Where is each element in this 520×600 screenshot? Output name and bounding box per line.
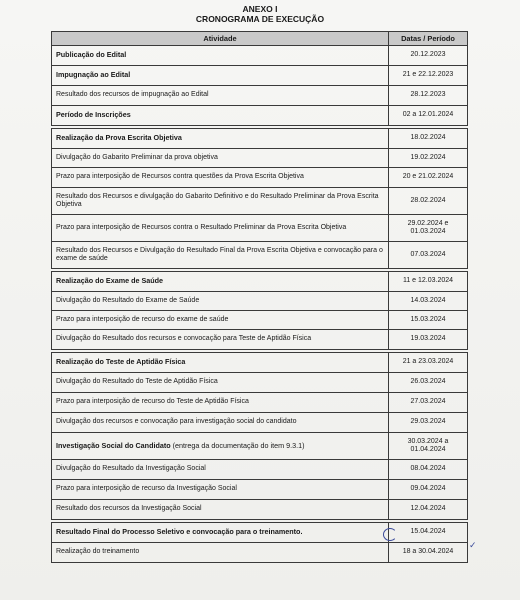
activity-cell xyxy=(52,66,389,86)
table-row xyxy=(52,188,468,215)
activity-cell xyxy=(52,188,389,215)
activity-cell xyxy=(52,272,389,292)
table-row xyxy=(52,330,468,350)
activity-text: Período de Inscrições xyxy=(56,110,131,120)
activity-text: Prazo para interposição de Recursos contra o Resultado Preliminar da Prova Escrita Objetiva xyxy=(56,223,347,231)
activity-cell xyxy=(52,129,389,149)
table-row xyxy=(52,168,468,188)
date-cell: 20 e 21.02.2024 xyxy=(389,168,468,188)
activity-text: Prazo para interposição de recurso da Investigação Social xyxy=(56,485,237,493)
date-cell: 18 a 30.04.2024 xyxy=(389,543,468,563)
table-row xyxy=(52,353,468,373)
title-block xyxy=(0,4,520,24)
activity-cell xyxy=(52,330,389,350)
activity-text: Prazo para interposição de Recursos contra questões da Prova Escrita Objetiva xyxy=(56,173,304,181)
activity-text: Resultado dos Recursos e Divulgação do Resultado Final da Prova Escrita Objetiva e convocação para o exame de saúde xyxy=(56,246,383,262)
table-row xyxy=(52,523,468,543)
date-cell: 29.02.2024 e 01.03.2024 xyxy=(389,215,468,242)
column-header-activity: Atividade xyxy=(52,32,389,46)
activity-cell xyxy=(52,433,389,460)
activity-cell xyxy=(52,292,389,311)
table-row xyxy=(52,46,468,66)
activity-cell xyxy=(52,106,389,126)
activity-cell xyxy=(52,523,389,543)
column-header-dates: Datas / Período xyxy=(389,32,468,46)
date-cell: 07.03.2024 xyxy=(389,242,468,269)
activity-cell xyxy=(52,413,389,433)
date-cell: 30.03.2024 a 01.04.2024 xyxy=(389,433,468,460)
date-cell: 29.03.2024 xyxy=(389,413,468,433)
activity-cell xyxy=(52,353,389,373)
table-row xyxy=(52,413,468,433)
date-cell: 28.12.2023 xyxy=(389,86,468,106)
table-row xyxy=(52,393,468,413)
activity-cell xyxy=(52,543,389,563)
table-row xyxy=(52,272,468,292)
activity-text: Publicação do Edital xyxy=(56,50,127,60)
activity-text: Impugnação ao Edital xyxy=(56,70,131,80)
activity-cell xyxy=(52,500,389,520)
date-cell: 15.03.2024 xyxy=(389,311,468,330)
activity-cell xyxy=(52,311,389,330)
activity-cell xyxy=(52,373,389,393)
table-row xyxy=(52,433,468,460)
date-cell: 12.04.2024 xyxy=(389,500,468,520)
date-cell: 20.12.2023 xyxy=(389,46,468,66)
date-cell: 15.04.2024 xyxy=(389,523,468,543)
activity-text: Investigação Social do Candidato xyxy=(56,440,171,450)
activity-text: Resultado dos recursos de impugnação ao Edital xyxy=(56,91,209,99)
date-cell: 27.03.2024 xyxy=(389,393,468,413)
table-header-row xyxy=(52,32,468,46)
activity-text: Resultado Final do Processo Seletivo e convocação para o treinamento. xyxy=(56,527,303,537)
activity-text: Resultado dos Recursos e divulgação do Gabarito Definitivo e do Resultado Preliminar da Prova Escrita Objetiva xyxy=(56,192,379,208)
date-cell: 08.04.2024 xyxy=(389,460,468,480)
handwritten-circle-mark xyxy=(383,528,397,541)
activity-cell xyxy=(52,46,389,66)
table-row xyxy=(52,129,468,149)
table-row xyxy=(52,242,468,269)
table-row xyxy=(52,373,468,393)
activity-text: Realização do Teste de Aptidão Física xyxy=(56,357,186,367)
activity-text: Divulgação do Resultado do Exame de Saúde xyxy=(56,296,200,304)
table-row xyxy=(52,480,468,500)
date-cell: 02 a 12.01.2024 xyxy=(389,106,468,126)
activity-cell xyxy=(52,242,389,269)
activity-cell xyxy=(52,215,389,242)
table-row xyxy=(52,311,468,330)
table-row xyxy=(52,460,468,480)
activity-text: Realização do Exame de Saúde xyxy=(56,276,164,286)
date-cell: 19.02.2024 xyxy=(389,149,468,168)
table-row xyxy=(52,149,468,168)
activity-cell xyxy=(52,168,389,188)
activity-cell xyxy=(52,460,389,480)
table-row xyxy=(52,543,468,563)
schedule-title: CRONOGRAMA DE EXECUÇÃO xyxy=(195,14,325,24)
activity-text: Realização da Prova Escrita Objetiva xyxy=(56,133,182,143)
table-row xyxy=(52,215,468,242)
date-cell: 09.04.2024 xyxy=(389,480,468,500)
date-cell: 21 e 22.12.2023 xyxy=(389,66,468,86)
activity-cell xyxy=(52,393,389,413)
activity-text: Prazo para interposição de recurso do Teste de Aptidão Física xyxy=(56,398,249,406)
date-cell: 21 a 23.03.2024 xyxy=(389,353,468,373)
activity-text: Divulgação dos recursos e convocação para investigação social do candidato xyxy=(56,418,297,426)
handwritten-check-mark: ✓ xyxy=(469,541,477,551)
table-row xyxy=(52,106,468,126)
table-body xyxy=(52,46,468,563)
annex-title: ANEXO I xyxy=(242,4,278,14)
table-row xyxy=(52,66,468,86)
date-cell: 26.03.2024 xyxy=(389,373,468,393)
date-cell: 11 e 12.03.2024 xyxy=(389,272,468,292)
activity-text: Divulgação do Resultado da Investigação Social xyxy=(56,465,206,473)
activity-text: Divulgação do Resultado dos recursos e convocação para Teste de Aptidão Física xyxy=(56,335,312,343)
date-cell: 28.02.2024 xyxy=(389,188,468,215)
table-row xyxy=(52,500,468,520)
table-row xyxy=(52,86,468,106)
activity-text: Realização do treinamento xyxy=(56,548,140,556)
date-cell: 19.03.2024 xyxy=(389,330,468,350)
activity-cell xyxy=(52,86,389,106)
activity-cell xyxy=(52,149,389,168)
schedule-table xyxy=(51,31,468,563)
activity-text: Divulgação do Gabarito Preliminar da prova objetiva xyxy=(56,153,218,161)
table-row xyxy=(52,292,468,311)
date-cell: 14.03.2024 xyxy=(389,292,468,311)
activity-text: Resultado dos recursos da Investigação Social xyxy=(56,505,202,513)
activity-text: Divulgação do Resultado do Teste de Aptidão Física xyxy=(56,378,218,386)
activity-cell xyxy=(52,480,389,500)
activity-text: Prazo para interposição de recurso do exame de saúde xyxy=(56,315,229,323)
activity-suffix-text: (entrega da documentação do item 9.3.1) xyxy=(170,440,305,450)
date-cell: 18.02.2024 xyxy=(389,129,468,149)
